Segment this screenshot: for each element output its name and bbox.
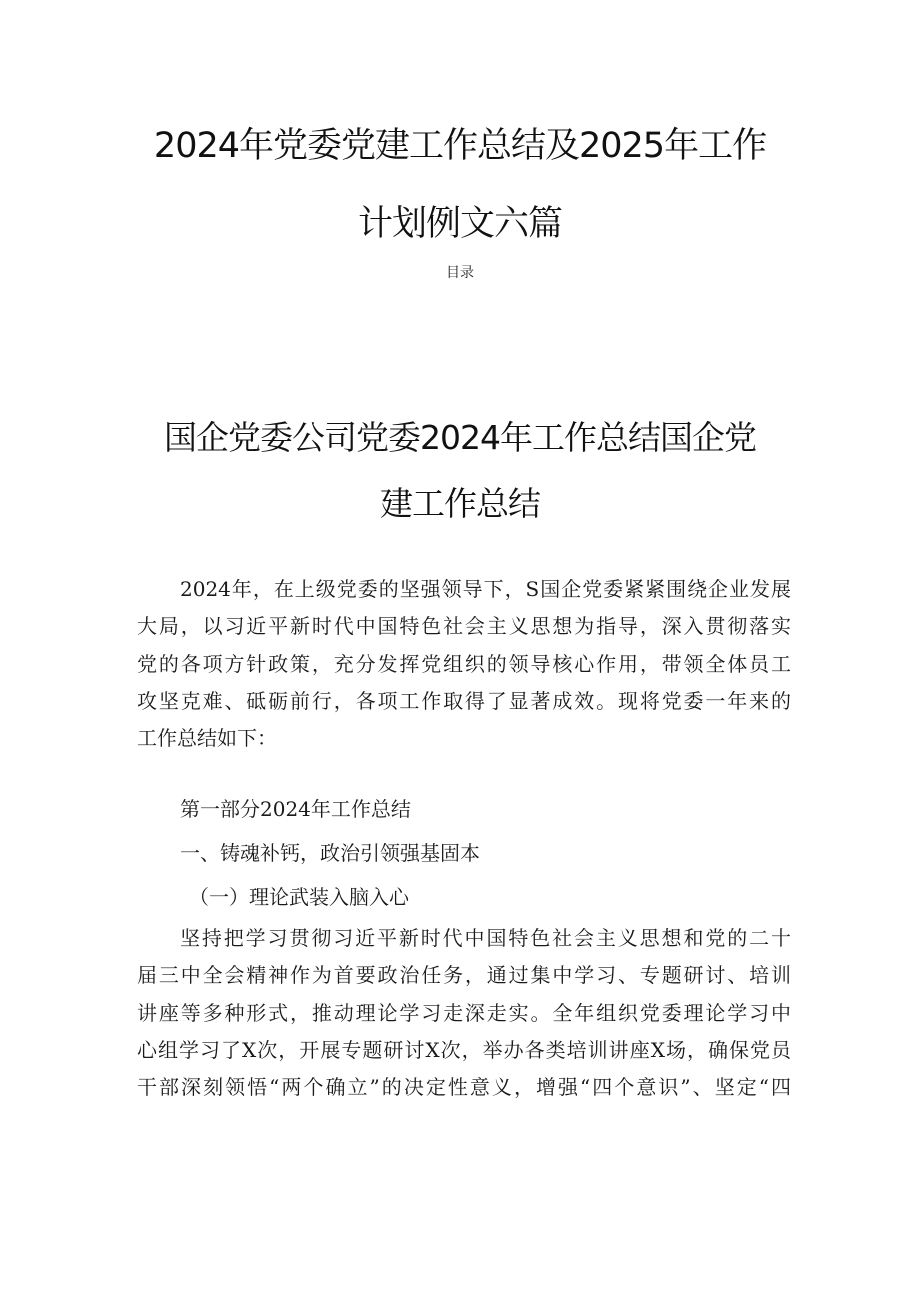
body-paragraph (137, 920, 791, 1106)
subsection-heading: （一）理论武装入脑入心 (189, 885, 409, 909)
intro-line: 工作总结如下： (137, 726, 277, 751)
intro-line: 攻坚克难、砥砺前行，各项工作取得了显著成效。现将党委一年来的 (137, 688, 791, 713)
body-line: 届三中全会精神作为首要政治任务，通过集中学习、专题研讨、培训 (137, 963, 791, 988)
body-line: 干部深刻领悟“两个确立”的决定性意义，增强“四个意识”、坚定“四 (137, 1075, 791, 1100)
intro-line: 2024年，在上级党委的坚强领导下，S国企党委紧紧围绕企业发展 (180, 577, 791, 601)
toc-label: 目录 (446, 265, 474, 281)
main-title-line-2: 计划例文六篇 (357, 204, 562, 244)
body-line: 讲座等多种形式，推动理论学习走深走实。全年组织党委理论学习中 (137, 1000, 791, 1025)
intro-line: 党的各项方针政策，充分发挥党组织的领导核心作用，带领全体员工 (137, 651, 791, 676)
body-line: 心组学习了X次，开展专题研讨X次，举办各类培训讲座X场，确保党员 (137, 1037, 791, 1062)
body-line: 坚持把学习贯彻习近平新时代中国特色社会主义思想和党的二十 (180, 926, 791, 950)
intro-line: 大局，以习近平新时代中国特色社会主义思想为指导，深入贯彻落实 (137, 614, 791, 639)
section-title-line-1: 国企党委公司党委2024年工作总结国企党 (164, 418, 756, 457)
main-title-line-1: 2024年党委党建工作总结及2025年工作 (153, 126, 767, 166)
part-heading: 第一部分2024年工作总结 (180, 797, 411, 821)
section-heading: 一、铸魂补钙，政治引领强基固本 (180, 841, 480, 865)
intro-paragraph (137, 571, 791, 757)
section-title-line-2: 建工作总结 (380, 484, 540, 523)
